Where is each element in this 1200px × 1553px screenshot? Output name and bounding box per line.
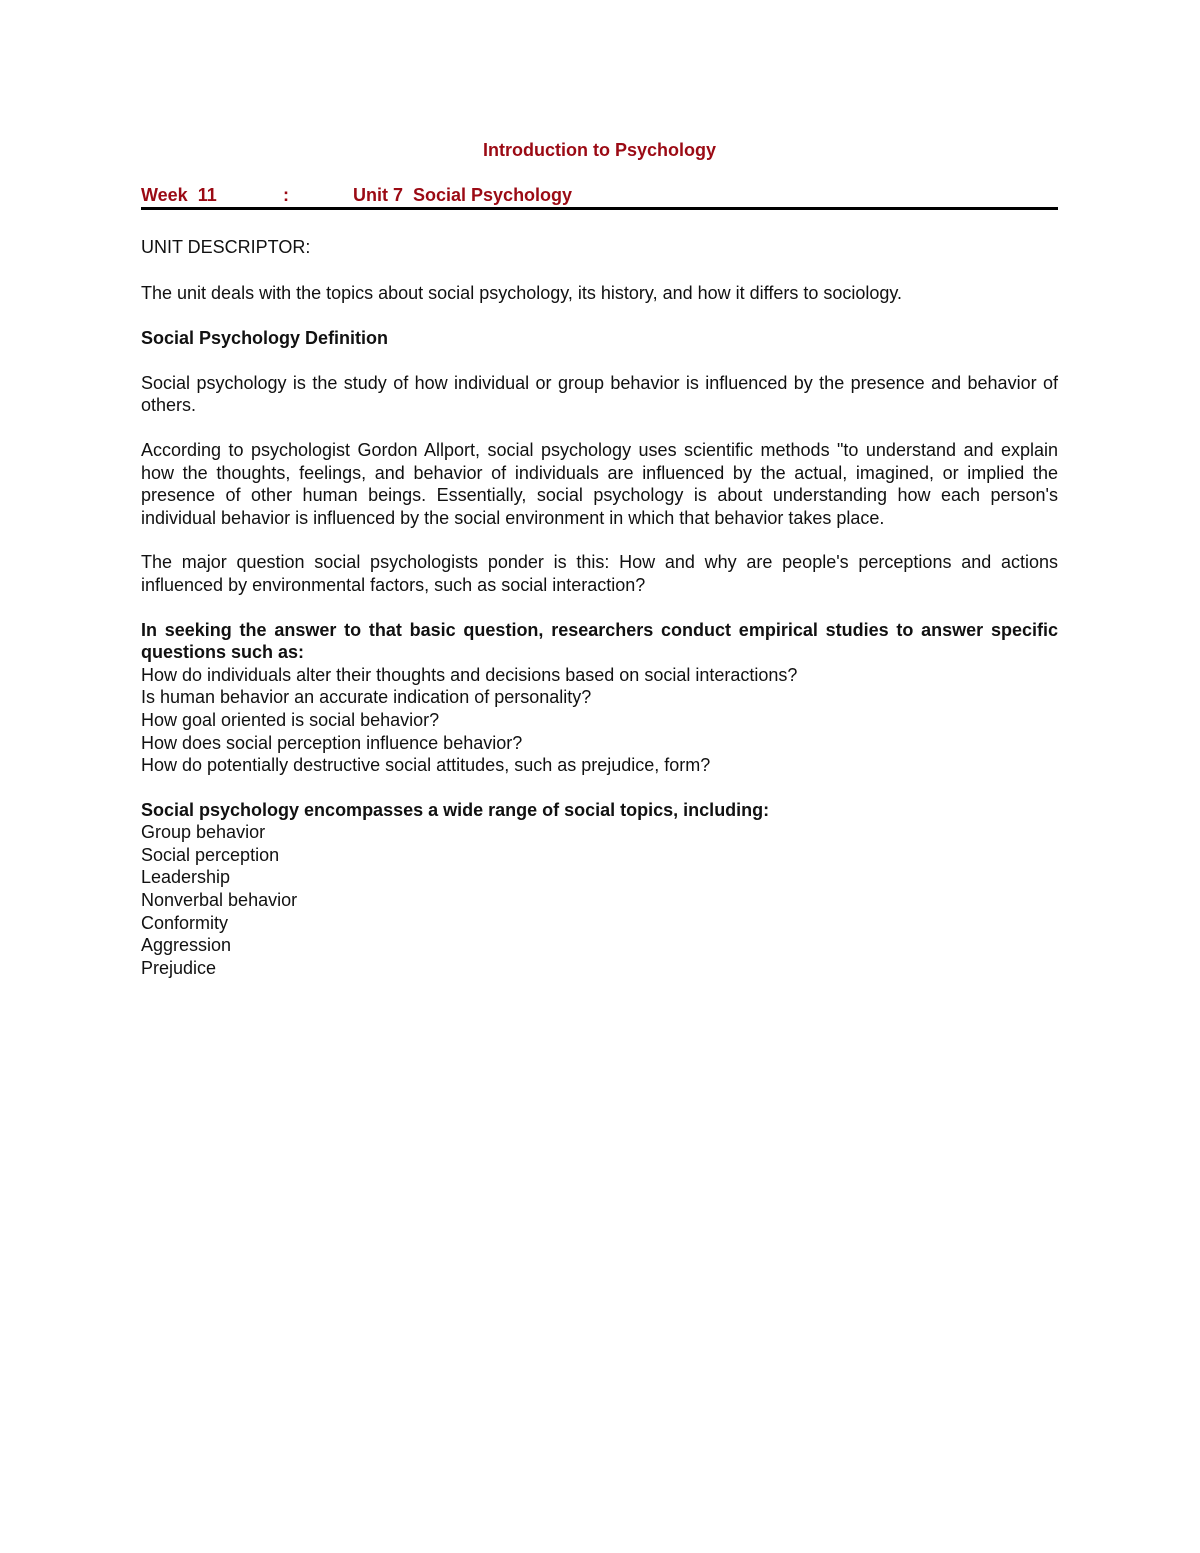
list-item: Prejudice <box>141 957 217 978</box>
topics-heading: Social psychology encompasses a wide range of social topics, including: <box>141 799 770 820</box>
unit-label: Unit 7 Social Psychology <box>353 185 573 205</box>
list-item: Aggression <box>141 935 232 956</box>
allport-paragraph: According to psychologist Gordon Allport, social psychology uses scientific methods "to understand and explain how the thoughts, feelings, and behavior of individuals are influenced by the actual, imagined, or implied the presence of other human beings. Essentially, social psychology is about understanding how each person's individual behavior is influenced by the social environment in which that behavior takes place. <box>141 439 1058 528</box>
unit-descriptor-text: The unit deals with the topics about social psychology, its history, and how it differs to sociology. <box>141 282 903 303</box>
list-item: Nonverbal behavior <box>141 890 298 911</box>
definition-paragraph: Social psychology is the study of how individual or group behavior is influenced by the presence and behavior of others. <box>141 372 1058 416</box>
week-label: Week 11 <box>141 185 217 205</box>
major-question-paragraph: The major question social psychologists ponder is this: How and why are people's perceptions and actions influenced by environmental factors, such as social interaction? <box>141 552 1058 595</box>
list-item: How do potentially destructive social attitudes, such as prejudice, form? <box>141 755 711 776</box>
list-item: Group behavior <box>141 822 266 843</box>
definition-heading: Social Psychology Definition <box>141 328 389 349</box>
list-item: Conformity <box>141 912 229 933</box>
list-item: Leadership <box>141 867 231 888</box>
week-unit-header <box>141 183 1058 210</box>
questions-list <box>141 664 1058 777</box>
document-title: Introduction to Psychology <box>483 140 716 160</box>
week-colon: : <box>283 185 289 205</box>
topics-list <box>141 821 1058 979</box>
document-page <box>141 138 1058 979</box>
list-item: Social perception <box>141 844 280 865</box>
list-item: How does social perception influence behavior? <box>141 732 523 753</box>
list-item: How goal oriented is social behavior? <box>141 709 440 730</box>
unit-descriptor-heading: UNIT DESCRIPTOR: <box>141 237 311 257</box>
questions-heading: In seeking the answer to that basic question, researchers conduct empirical studies to answer specific questions such as: <box>141 619 1058 663</box>
list-item: How do individuals alter their thoughts and decisions based on social interactions? <box>141 664 798 685</box>
list-item: Is human behavior an accurate indication of personality? <box>141 687 592 708</box>
